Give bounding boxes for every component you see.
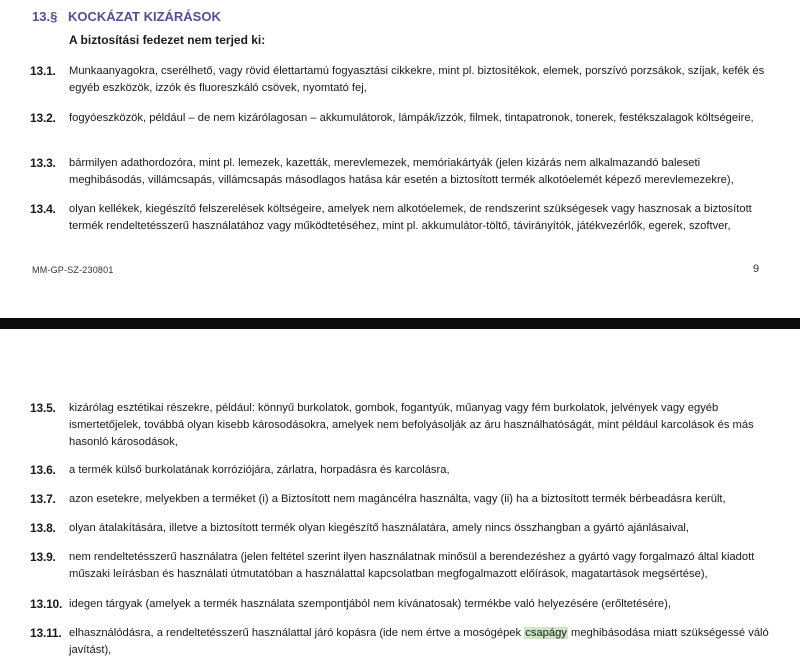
item-number: 13.5.	[30, 401, 56, 415]
section-heading	[32, 9, 221, 24]
item-number: 13.4.	[30, 202, 56, 216]
item-number: 13.6.	[30, 463, 56, 477]
page-separator	[0, 318, 800, 329]
item-text: idegen tárgyak (amelyek a termék használata szempontjából nem kívánatosak) termékbe való helyezésére (erőltetésére),	[69, 598, 671, 610]
item-text: nem rendeltetésszerű használatra (jelen feltétel szerint ilyen használatnak minősül a berendezéshez a gyártó vagy forgalmazó által kiadott műszaki leírásban és használati útmutatóban a használattal kapcsolatban megfogalmazott előírások, magatartások megsértése),	[69, 551, 755, 580]
item-number: 13.2.	[30, 111, 56, 125]
item-number: 13.7.	[30, 492, 56, 506]
section-title: KOCKÁZAT KIZÁRÁSOK	[68, 9, 221, 24]
item-text: olyan átalakítására, illetve a biztosított termék olyan kiegészítő használatára, amely nincs összhangban a gyártó ajánlásaival,	[69, 522, 690, 534]
item-text-after: meghibásodása miatt szükségessé váló javítást),	[69, 627, 769, 656]
item-text: Munkaanyagokra, cserélhető, vagy rövid élettartamú fogyasztási cikkekre, mint pl. biztosítékok, elemek, porszívó porzsákok, szíjak, kefék és egyéb eszközök, izzók és fluoreszkáló csövek, nyomtató fej,	[69, 65, 765, 94]
item-number: 13.3.	[30, 156, 56, 170]
item-text: olyan kellékek, kiegészítő felszerelések költségeire, amelyek nem alkotóelemek, de rendszerint szükségesek vagy hasznosak a biztosított termék rendeltetésszerű használatához vagy működtetéséhez, mint pl. akkumulátor-töltő, távirányítók, játékvezérlők, egerek, szoftver,	[69, 203, 752, 232]
item-text-before: elhasználódásra, a rendeltetésszerű használattal járó kopásra (ide nem értve a mosógépek	[69, 627, 525, 639]
highlighted-word: csapágy	[525, 627, 567, 639]
item-text: kizárólag esztétikai részekre, például: könnyű burkolatok, gombok, fogantyúk, műanyag vagy fém burkolatok, jelvények vagy egyéb ismertetőjelek, továbbá olyan kisebb károsodásokra, amelyek nem befolyásolják az áru használhatóságát, mint például karcolások és más hasonló károsodások,	[69, 402, 754, 448]
item-number: 13.11.	[30, 626, 62, 640]
document-page-top	[0, 0, 800, 312]
item-number: 13.10.	[30, 597, 63, 611]
section-number: 13.§	[32, 9, 58, 24]
item-text: azon esetekre, melyekben a terméket (i) a Biztosított nem magáncélra használta, vagy (ii) ha a biztosított termék bérbeadásra került,	[69, 493, 726, 505]
item-number: 13.9.	[30, 550, 56, 564]
item-number: 13.1.	[30, 64, 56, 78]
section-intro: A biztosítási fedezet nem terjed ki:	[69, 33, 266, 47]
item-text: bármilyen adathordozóra, mint pl. lemezek, kazetták, merevlemezek, memóriakártyák (jelen kizárás nem alkalmazandó baleseti meghibásodás, villámcsapás, villámcsapás másodlagos hatása kár esetén a biztosított termék alkotóelemét képező merevlemezekre),	[69, 157, 734, 186]
item-text	[69, 625, 769, 659]
document-page-bottom	[0, 329, 800, 660]
item-number: 13.8.	[30, 521, 56, 535]
page-number: 9	[753, 263, 760, 275]
item-text: a termék külső burkolatának korróziójára, zárlatra, horpadásra és karcolásra,	[69, 464, 450, 476]
document-id: MM-GP-SZ-230801	[32, 265, 114, 275]
item-text: fogyóeszközök, például – de nem kizárólagosan – akkumulátorok, lámpák/izzók, filmek, tintapatronok, tonerek, festékszalagok költségeire,	[69, 112, 754, 124]
